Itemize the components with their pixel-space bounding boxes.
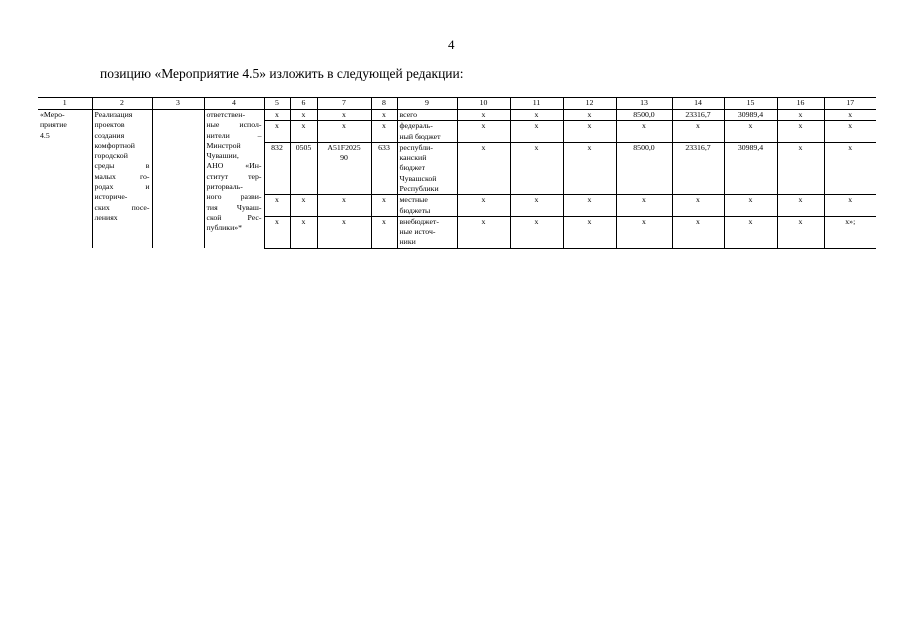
cell-text: x xyxy=(587,195,592,205)
cell-text: x xyxy=(848,121,853,131)
page-number: 4 xyxy=(448,37,455,52)
cell-text: x xyxy=(275,110,279,119)
cell-col-5 xyxy=(264,216,290,248)
header-row xyxy=(38,98,876,110)
cell-col-7 xyxy=(317,121,371,143)
cell-text: x xyxy=(382,195,386,205)
cell-col-14 xyxy=(672,195,724,217)
cell-text: x xyxy=(696,195,700,205)
cell-col-8 xyxy=(371,216,397,248)
cell-text: x xyxy=(534,110,539,119)
header-cell: 12 xyxy=(563,98,616,110)
cell-text: x xyxy=(642,195,646,205)
cell-col-11 xyxy=(510,121,563,143)
cell-col-16 xyxy=(777,216,824,248)
cell-text: 30989,4 xyxy=(737,110,764,119)
cell-col-6 xyxy=(290,216,317,248)
cell-text: x xyxy=(534,195,539,205)
cell-text: x xyxy=(798,216,803,226)
cell-text: x xyxy=(275,195,279,205)
header-cell: 4 xyxy=(204,98,264,110)
measure-name-cell-text: Реализация проектов создания комфортной городской среды в малых го- родах и историче- ских посе- лениях xyxy=(94,110,150,222)
cell-text: x xyxy=(301,195,306,205)
cell-text: x xyxy=(696,216,700,226)
cell-text: x xyxy=(342,121,346,131)
cell-text: x xyxy=(382,121,386,131)
cell-text: 8500,0 xyxy=(633,110,655,119)
cell-col-12 xyxy=(563,216,616,248)
cell-text: x xyxy=(798,121,803,131)
cell-col-14 xyxy=(672,216,724,248)
cell-col-8 xyxy=(371,142,397,194)
cell-text: x xyxy=(696,121,700,131)
cell-text: x xyxy=(481,142,486,152)
cell-text: x xyxy=(275,121,279,131)
cell-col-9 xyxy=(397,216,457,248)
cell-col-16 xyxy=(777,121,824,143)
cell-col-13 xyxy=(616,195,672,217)
cell-col-7 xyxy=(317,110,371,121)
cell-col-5 xyxy=(264,121,290,143)
cell-text: 0505 xyxy=(295,142,312,152)
intro-text: позицию «Мероприятие 4.5» изложить в следующей редакции: xyxy=(100,66,464,81)
cell-text: x xyxy=(301,121,306,131)
cell-text: местные бюджеты xyxy=(399,195,431,215)
cell-col-10 xyxy=(457,216,510,248)
cell-col-10 xyxy=(457,195,510,217)
cell-col-6 xyxy=(290,142,317,194)
cell-col-8 xyxy=(371,121,397,143)
cell-text: x xyxy=(301,110,306,119)
header-cell: 6 xyxy=(290,98,317,110)
cell-col-10 xyxy=(457,121,510,143)
cell-col-17 xyxy=(824,216,876,248)
cell-col-15 xyxy=(724,216,777,248)
cell-col-14 xyxy=(672,110,724,121)
header-cell: 7 xyxy=(317,98,371,110)
cell-text: 832 xyxy=(271,142,283,152)
cell-col-16 xyxy=(777,195,824,217)
cell-text: федераль- ный бюджет xyxy=(399,121,441,141)
cell-col-12 xyxy=(563,121,616,143)
cell-text: x xyxy=(798,195,803,205)
cell-text: x xyxy=(848,195,853,205)
header-cell: 1 xyxy=(38,98,92,110)
header-cell: 11 xyxy=(510,98,563,110)
cell-col-16 xyxy=(777,142,824,194)
header-cell: 17 xyxy=(824,98,876,110)
cell-text: x xyxy=(798,142,803,152)
cell-col-12 xyxy=(563,142,616,194)
cell-col-8 xyxy=(371,195,397,217)
header-cell: 16 xyxy=(777,98,824,110)
cell-col-9 xyxy=(397,195,457,217)
cell-text: x xyxy=(481,195,486,205)
cell-col-10 xyxy=(457,110,510,121)
cell-text: A51F2025 90 xyxy=(327,142,361,163)
responsible-cell xyxy=(204,110,264,249)
cell-col-11 xyxy=(510,216,563,248)
cell-text: x xyxy=(382,110,386,119)
cell-text: x xyxy=(748,121,753,131)
header-cell: 13 xyxy=(616,98,672,110)
header-cell: 9 xyxy=(397,98,457,110)
cell-text: x xyxy=(587,216,592,226)
cell-col-14 xyxy=(672,121,724,143)
measure-name-cell xyxy=(92,110,152,249)
cell-text: x»; xyxy=(845,216,856,226)
cell-col-16 xyxy=(777,110,824,121)
cell-text: x xyxy=(382,216,386,226)
cell-col-17 xyxy=(824,195,876,217)
cell-col-5 xyxy=(264,195,290,217)
cell-text: x xyxy=(275,216,279,226)
header-cell: 14 xyxy=(672,98,724,110)
header-cell: 10 xyxy=(457,98,510,110)
cell-col-13 xyxy=(616,216,672,248)
header-cell: 8 xyxy=(371,98,397,110)
cell-text: 23316,7 xyxy=(685,110,711,119)
cell-text: x xyxy=(301,216,306,226)
cell-col-11 xyxy=(510,142,563,194)
cell-col-7 xyxy=(317,142,371,194)
cell-col-12 xyxy=(563,195,616,217)
measure-number-cell xyxy=(38,110,92,249)
cell-col-13 xyxy=(616,142,672,194)
cell-col-5 xyxy=(264,142,290,194)
header-cell: 2 xyxy=(92,98,152,110)
cell-text: x xyxy=(848,142,853,152)
cell-col-15 xyxy=(724,195,777,217)
table-row xyxy=(38,110,876,121)
cell-text: x xyxy=(534,121,539,131)
cell-col-7 xyxy=(317,216,371,248)
cell-col-12 xyxy=(563,110,616,121)
cell-text: 8500,0 xyxy=(633,142,655,152)
responsible-cell-text: ответствен- ные испол- нители – Минстрой Чувашии, АНО «Ин- ститут тер- риторваль- ного разви- тия Чуваш- ской Рес- публики»* xyxy=(206,110,262,233)
cell-text: x xyxy=(481,110,486,119)
cell-text: x xyxy=(642,216,646,226)
cell-text: x xyxy=(642,121,646,131)
cell-text: x xyxy=(587,121,592,131)
cell-col-5 xyxy=(264,110,290,121)
cell-col-9 xyxy=(397,121,457,143)
cell-text: x xyxy=(534,216,539,226)
cell-text: x xyxy=(534,142,539,152)
measures-table xyxy=(38,97,876,249)
cell-col-6 xyxy=(290,121,317,143)
cell-col-17 xyxy=(824,142,876,194)
cell-col-7 xyxy=(317,195,371,217)
measure-number-cell-text: «Меро- приятие 4.5 xyxy=(40,110,67,140)
cell-text: x xyxy=(798,110,803,119)
cell-text: x xyxy=(848,110,853,119)
cell-text: x xyxy=(481,121,486,131)
cell-text: x xyxy=(342,195,346,205)
cell-col-15 xyxy=(724,110,777,121)
cell-col-6 xyxy=(290,195,317,217)
cell-col-8 xyxy=(371,110,397,121)
cell-col-9 xyxy=(397,142,457,194)
cell-text: x xyxy=(587,142,592,152)
cell-text: 30989,4 xyxy=(737,142,764,152)
cell-col-15 xyxy=(724,121,777,143)
cell-text: x xyxy=(342,216,346,226)
cell-col-11 xyxy=(510,110,563,121)
cell-col-11 xyxy=(510,195,563,217)
cell-col-13 xyxy=(616,110,672,121)
header-cell: 3 xyxy=(152,98,204,110)
cell-col-17 xyxy=(824,110,876,121)
cell-text: x xyxy=(342,110,346,119)
cell-text: 633 xyxy=(378,142,390,152)
cell-col-6 xyxy=(290,110,317,121)
cell-text: республи- канский бюджет Чувашской Республики xyxy=(399,142,439,193)
cell-text: 23316,7 xyxy=(685,142,711,152)
header-cell: 15 xyxy=(724,98,777,110)
cell-text: x xyxy=(748,195,753,205)
cell-col-15 xyxy=(724,142,777,194)
empty-cell xyxy=(152,110,204,249)
cell-text: x xyxy=(587,110,592,119)
cell-col-10 xyxy=(457,142,510,194)
header-cell: 5 xyxy=(264,98,290,110)
cell-col-14 xyxy=(672,142,724,194)
cell-col-9 xyxy=(397,110,457,121)
cell-text: x xyxy=(481,216,486,226)
cell-text: внебюджет- ные источ- ники xyxy=(399,216,439,247)
cell-col-17 xyxy=(824,121,876,143)
cell-col-13 xyxy=(616,121,672,143)
cell-text: всего xyxy=(399,110,418,119)
cell-text: x xyxy=(748,216,753,226)
